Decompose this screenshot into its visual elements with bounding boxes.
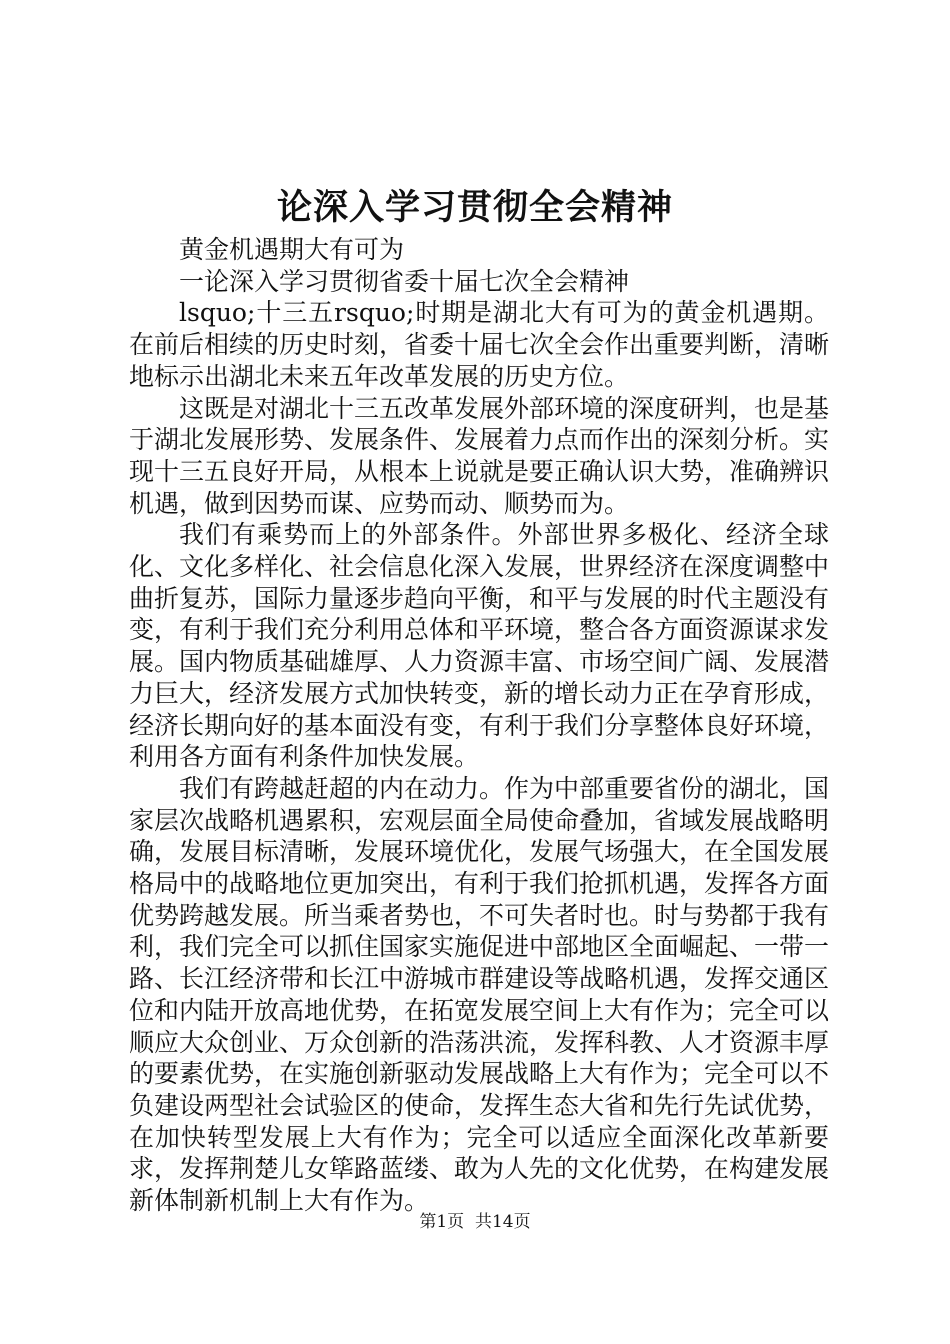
paragraph: 黄金机遇期大有可为 (179, 235, 405, 264)
paragraph: 这既是对湖北十三五改革发展外部环境的深度研判，也是基于湖北发展形势、发展条件、发展着力点而作出的深刻分析。实现十三五良好开局，从根本上说就是要正确认识大势，准确辨识机遇，做到因势而谋、应势而动、顺势而为。 (129, 393, 830, 518)
document-title: 论深入学习贯彻全会精神 (276, 187, 673, 228)
document-body (129, 234, 829, 1217)
paragraph: 我们有乘势而上的外部条件。外部世界多极化、经济全球化、文化多样化、社会信息化深入发展，世界经济在深度调整中曲折复苏，国际力量逐步趋向平衡，和平与发展的时代主题没有变，有利于我们充分利用总体和平环境，整合各方面资源谋求发展。国内物质基础雄厚、人力资源丰富、市场空间广阔、发展潜力巨大，经济发展方式加快转变，新的增长动力正在孕育形成，经济长期向好的基本面没有变，有利于我们分享整体良好环境，利用各方面有利条件加快发展。 (129, 520, 830, 772)
paragraph: lsquo;十三五rsquo;时期是湖北大有可为的黄金机遇期。在前后相续的历史时刻，省委十届七次全会作出重要判断，清晰地标示出湖北未来五年改革发展的历史方位。 (129, 298, 830, 391)
page-number-footer: 第1页 共14页 (419, 1212, 531, 1232)
paragraph: 一论深入学习贯彻省委十届七次全会精神 (179, 266, 630, 296)
paragraph: 我们有跨越赶超的内在动力。作为中部重要省份的湖北，国家层次战略机遇累积，宏观层面全局使命叠加，省域发展战略明确，发展目标清晰，发展环境优化，发展气场强大，在全国发展格局中的战略地位更加突出，有利于我们抢抓机遇，发挥各方面优势跨越发展。所当乘者势也，不可失者时也。时与势都于我有利，我们完全可以抓住国家实施促进中部地区全面崛起、一带一路、长江经济带和长江中游城市群建设等战略机遇，发挥交通区位和内陆开放高地优势，在拓宽发展空间上大有作为；完全可以顺应大众创业、万众创新的浩荡洪流，发挥科教、人才资源丰厚的要素优势，在实施创新驱动发展战略上大有作为；完全可以不负建设两型社会试验区的使命，发挥生态大省和先行先试优势，在加快转型发展上大有作为；完全可以适应全面深化改革新要求，发挥荆楚儿女筚路蓝缕、敢为人先的文化优势，在构建发展新体制新机制上大有作为。 (129, 773, 830, 1216)
